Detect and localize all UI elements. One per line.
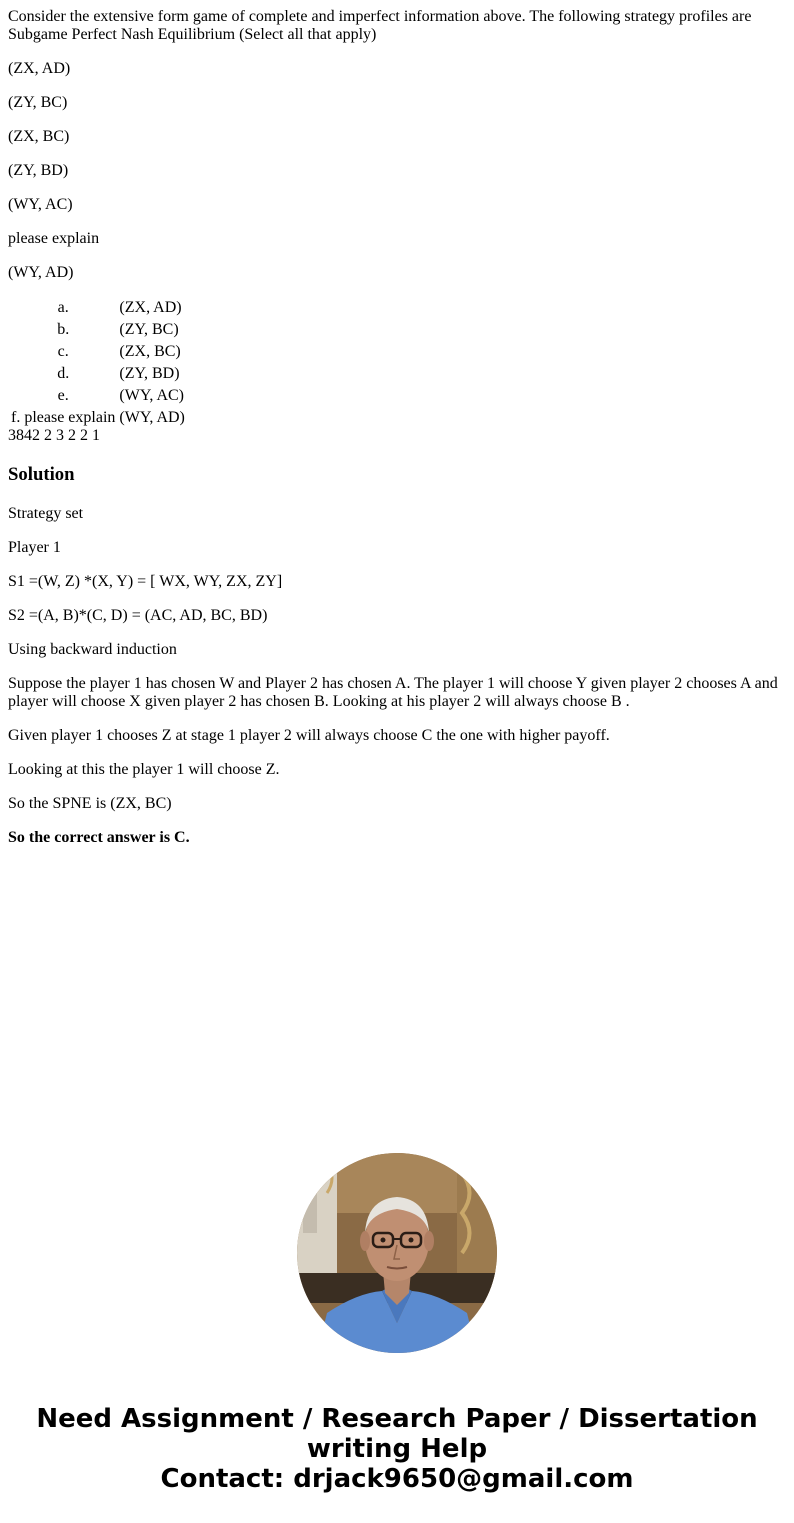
solution-paragraph: Player 1 [8,539,61,556]
option-value: (ZX, AD) [119,299,182,316]
promo-line: Need Assignment / Research Paper / Dissertation [36,1404,758,1434]
question-line: (ZX, BC) [8,128,70,145]
option-row [10,364,186,384]
question-line: (ZY, BD) [8,162,69,179]
option-row [10,408,186,428]
solution-paragraph: S2 =(A, B)*(C, D) = (AC, AD, BC, BD) [8,607,268,624]
question-line: (WY, AC) [8,196,73,213]
solution-paragraph: So the SPNE is (ZX, BC) [8,795,172,812]
document-body [8,8,786,863]
solution-paragraph: Given player 1 chooses Z at stage 1 player 2 will always choose C the one with higher payoff. [8,727,610,744]
option-row [10,386,186,406]
option-row [10,342,186,362]
solution-heading: Solution [8,464,75,485]
solution-conclusion: So the correct answer is C. [8,829,190,846]
option-value: (ZY, BC) [119,321,179,338]
option-label: a. [57,299,69,316]
option-row [10,298,186,318]
option-label: e. [57,387,69,404]
option-value: (WY, AD) [119,409,185,426]
question-line: please explain [8,230,100,247]
option-label: b. [57,321,70,338]
question-line: (ZY, BC) [8,94,68,111]
question-line: (ZX, AD) [8,60,71,77]
author-photo-icon [297,1153,497,1353]
promo-contact: Contact: drjack9650@gmail.com [160,1464,634,1494]
question-intro: Consider the extensive form game of complete and imperfect information above. The following strategy profiles are Subgame Perfect Nash Equilibrium (Select all that apply) [8,8,752,43]
option-value: (ZY, BD) [119,365,180,382]
solution-paragraph: S1 =(W, Z) *(X, Y) = [ WX, WY, ZX, ZY] [8,573,283,590]
question-line: (WY, AD) [8,264,74,281]
promo-line: writing Help [306,1434,488,1464]
promo-banner [0,1404,794,1494]
option-label: d. [57,365,70,382]
option-label: f. please explain [11,409,116,426]
option-value: (WY, AC) [119,387,184,404]
solution-paragraph: Looking at this the player 1 will choose Z. [8,761,280,778]
solution-paragraph: Using backward induction [8,641,177,658]
author-avatar [297,1153,497,1353]
solution-paragraph: Strategy set [8,505,84,522]
options-table [8,296,188,430]
option-row [10,320,186,340]
option-label: c. [57,343,69,360]
option-value: (ZX, BC) [119,343,181,360]
stray-numbers: 3842 2 3 2 2 1 [8,427,100,444]
solution-paragraph: Suppose the player 1 has chosen W and Player 2 has chosen A. The player 1 will choose Y given player 2 chooses A and player will choose X given player 2 has chosen B. Looking at his player 2 will always choose B . [8,675,778,710]
